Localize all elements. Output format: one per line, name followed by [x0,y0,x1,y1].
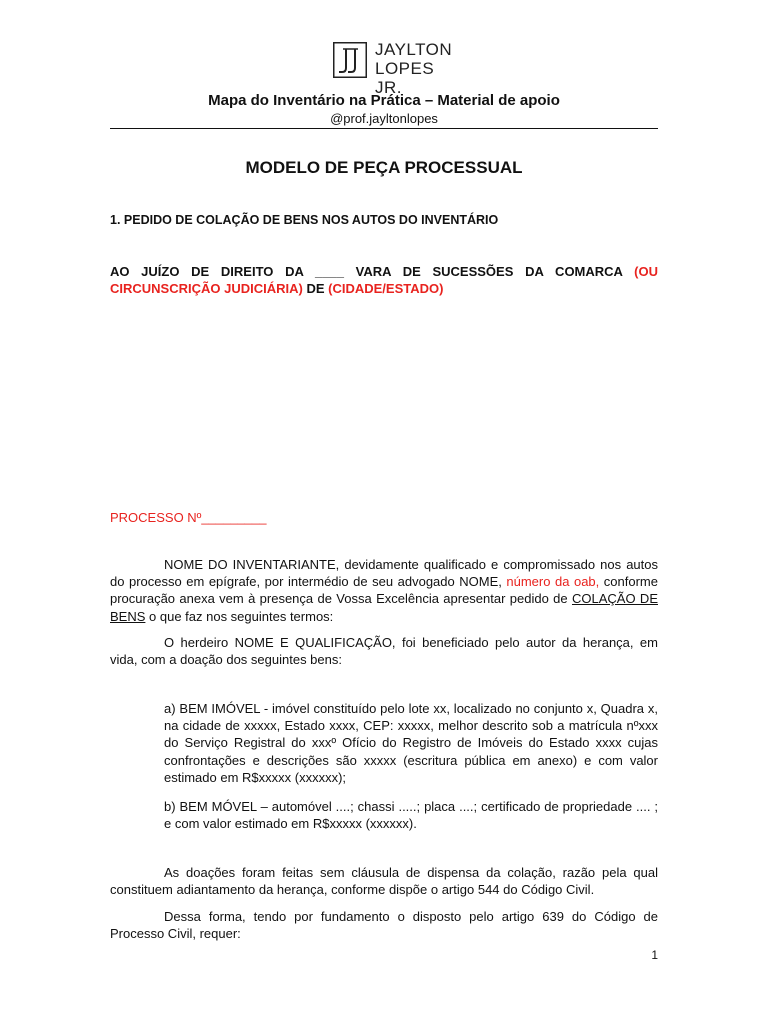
brand-logo [333,40,453,97]
address-part-4: (CIDADE/ESTADO) [328,281,444,296]
address-part-2: (OU CIRCUNSCRIÇÃO JUDICIÁRIA) [110,264,658,296]
brand-line-2: LOPES JR. [375,59,435,97]
header-divider [110,128,658,129]
brand-line-1: JAYLTON [375,40,453,59]
paragraph-introduction [110,556,658,625]
brand-name [375,40,453,97]
paragraph-request: Dessa forma, tendo por fundamento o disposto pelo artigo 639 do Código de Processo Civil, requer: [110,909,658,942]
header-title: Mapa do Inventário na Prática – Material de apoio [208,92,560,109]
paragraph1-text-a: NOME DO INVENTARIANTE, devidamente qualificado e compromissado nos autos do processo em epígrafe, por intermédio de seu advogado NOME, [110,557,658,590]
item-real-estate: a) BEM IMÓVEL - imóvel constituído pelo lote xx, localizado no conjunto x, Quadra x, na cidade de xxxxx, Estado xxxx, CEP: xxxxx, melhor descrito sob a matrícula nºxxx do Serviço Registral do xxxº Ofício do Registro de Imóveis do Estado xxxx cujas confrontações e descrições são xxxxx (escritura pública em anexo) e com valor estimado em R$xxxxx (xxxxxx); [164,701,658,785]
document-title: MODELO DE PEÇA PROCESSUAL [245,158,523,177]
header-handle: @prof.jayltonlopes [330,111,438,126]
paragraph-heir: O herdeiro NOME E QUALIFICAÇÃO, foi beneficiado pelo autor da herança, em vida, com a doação dos seguintes bens: [110,635,658,668]
paragraph-donations: As doações foram feitas sem cláusula de dispensa da colação, razão pela qual constituem adiantamento da herança, conforme dispõe o artigo 544 do Código Civil. [110,865,658,898]
address-part-1: AO JUÍZO DE DIREITO DA ____ VARA DE SUCESSÕES DA COMARCA [110,264,635,279]
process-number: PROCESSO Nº_________ [110,510,267,525]
jj-monogram-icon [333,42,367,78]
paragraph1-oab: número da oab, [506,574,600,590]
paragraph1-text-c: o que faz nos seguintes termos: [145,608,334,624]
page-number: 1 [651,948,658,962]
section-title: 1. PEDIDO DE COLAÇÃO DE BENS NOS AUTOS DO INVENTÁRIO [110,213,499,227]
court-address [110,263,658,297]
paragraph1-colacao: COLAÇÃO DE BENS [110,591,658,624]
address-part-3: DE [302,281,329,296]
item-vehicle: b) BEM MÓVEL – automóvel ....; chassi .....; placa ....; certificado de propriedade .... ; e com valor estimado em R$xxxxx (xxxxxx). [164,799,658,832]
paragraph1-text-b: conforme procuração anexa vem à presença de Vossa Excelência apresentar pedido de [110,574,658,607]
